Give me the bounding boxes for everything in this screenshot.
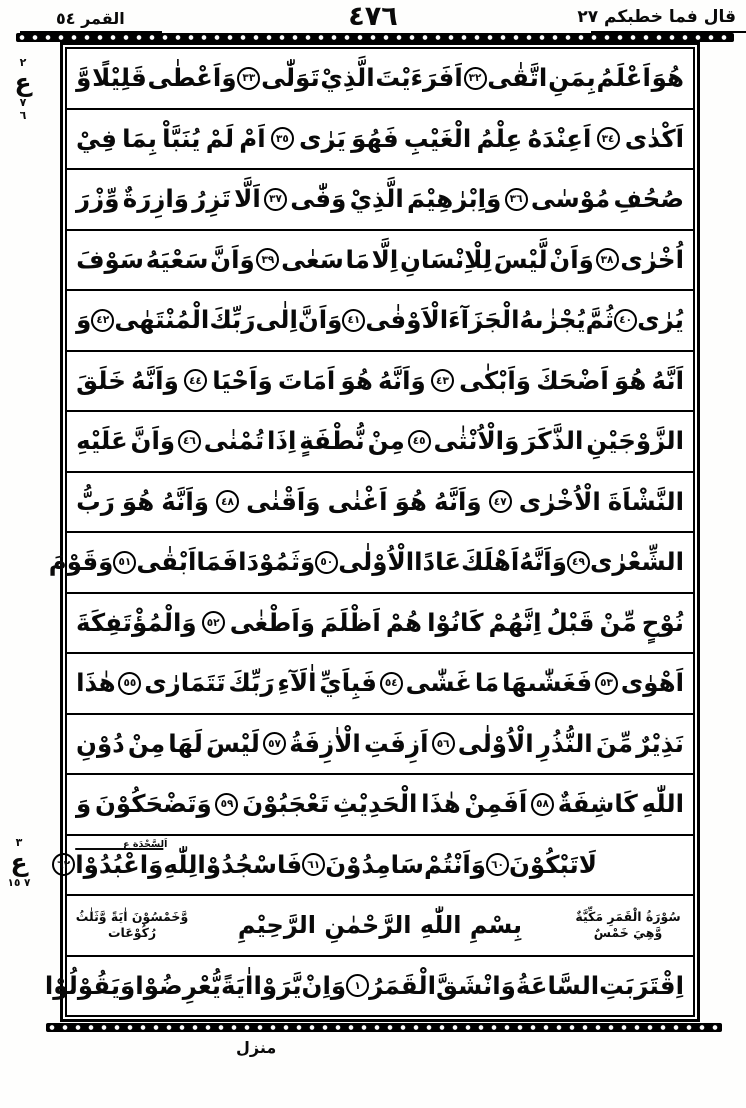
- word: اَمَاتَ: [277, 365, 336, 395]
- word: مَا: [474, 668, 500, 697]
- line-10: [67, 594, 693, 655]
- word: وَاعْبُدُوْا اَلسَّجْدَة ع: [75, 838, 168, 879]
- word: يُرٰى: [637, 305, 684, 334]
- word: اَضْحَكَ: [536, 365, 609, 395]
- surah-qamar-header: [67, 896, 693, 957]
- ayah-number: ٤٧: [489, 490, 512, 513]
- ruku-verse-count: ٧: [19, 96, 27, 109]
- word: اِنَّهُمْ: [488, 607, 542, 637]
- ruku-ain-icon: ع: [14, 68, 32, 97]
- ayah-number: ٥٢: [202, 611, 225, 634]
- ayah-number: ٦١: [302, 853, 325, 876]
- word: الْقَمَرُ: [369, 970, 436, 1000]
- word: وَقَوْمَ: [48, 547, 114, 576]
- word: سَعْيَهُ: [145, 244, 209, 274]
- word: اَفَمِنْ: [464, 789, 528, 818]
- word: وَ: [76, 305, 92, 334]
- word: مِنْ: [127, 728, 166, 758]
- word: يُجْزٰىهُ: [519, 305, 586, 334]
- ayah-number: ٥٧: [263, 732, 286, 755]
- word: يَرٰى: [299, 123, 346, 153]
- catchword: منزل: [236, 1038, 277, 1057]
- word: غَشّٰى: [405, 668, 473, 697]
- ayah-number: ٣٧: [264, 188, 287, 211]
- word: الْاُخْرٰى: [518, 486, 601, 516]
- word: اَبْقٰى: [136, 547, 197, 576]
- word: دُوْنِ: [76, 728, 125, 758]
- word: تَبْكُوْنَ: [509, 849, 579, 879]
- word: الْاَوْفٰى: [365, 305, 449, 334]
- word: فَهُوَ: [351, 123, 399, 153]
- word: ثُمَّ: [585, 305, 615, 334]
- word: تَوَلّٰى: [261, 63, 320, 92]
- word: وَاَنَّ: [297, 305, 343, 334]
- word: الَّذِيْ: [349, 184, 404, 213]
- word: وَالْمُؤْتَفِكَةَ: [76, 607, 197, 637]
- word: هٰذَا: [76, 668, 116, 697]
- word: وَاَنَّهُ: [433, 486, 482, 516]
- word: فَاسْجُدُوْا: [197, 849, 303, 879]
- word: رَبِّكَ: [228, 668, 275, 697]
- word: وَاَنَّ: [210, 244, 255, 274]
- ayah-number: ٣٢: [464, 67, 487, 90]
- word: الْغَيْبِ: [403, 123, 472, 153]
- word: وَانْشَقَّ: [436, 970, 516, 1000]
- word: تَزِرُ: [192, 184, 231, 213]
- word: اٰيَةً: [221, 970, 254, 1000]
- word: كَاشِفَةٌ: [557, 789, 638, 818]
- word: قَلِيْلًا: [92, 63, 147, 92]
- word: اِلٰى: [255, 305, 298, 334]
- text-rows: [44, 47, 695, 1017]
- ayah-number: ٥٣: [595, 672, 618, 695]
- word: وَيَقُوْلُوْا: [44, 970, 136, 1000]
- ayah-number: ٤٦: [178, 430, 201, 453]
- word: اَغْنٰى: [327, 486, 388, 516]
- word: تُمْنٰى: [203, 426, 265, 455]
- word: لَهَا: [168, 728, 203, 758]
- word: وَثَمُوْدَا: [238, 547, 316, 576]
- ayah-number: ٤٩: [567, 551, 590, 574]
- ruku-marker: [6, 56, 40, 122]
- sajdah-note: اَلسَّجْدَة ع: [123, 838, 168, 850]
- word: خَلَقَ: [76, 365, 126, 395]
- line-6: [67, 352, 693, 413]
- word: الَّذِيْ: [320, 63, 375, 92]
- word: يُنَبَّاْ: [162, 123, 201, 153]
- word: الْمُنْتَهٰى: [114, 305, 210, 334]
- word: وَاَنْ: [549, 244, 594, 274]
- word: الْاُوْلٰى: [457, 728, 534, 758]
- word: بِمَا: [122, 123, 157, 153]
- word: الْجَزَآءَ: [448, 305, 520, 334]
- word: لَا: [578, 849, 597, 879]
- word: لَمْ: [205, 123, 235, 153]
- line-12: [67, 715, 693, 776]
- word: سَامِدُوْنَ: [325, 849, 424, 879]
- word: الْاٰزِفَةُ: [289, 728, 361, 758]
- word: اُخْرٰى: [620, 244, 684, 274]
- word: تَعْجَبُوْنَ: [242, 789, 330, 818]
- word: اِذَا: [266, 426, 297, 455]
- word: تَتَمَارٰى: [144, 668, 226, 697]
- sajdah-ruku-number: ٣: [15, 836, 23, 849]
- word: وَ: [76, 789, 92, 818]
- surah-header-center: بِسْمِ اللّٰهِ الرَّحْمٰنِ الرَّحِيْمِ: [237, 911, 523, 940]
- word: لَيْسَ: [206, 728, 260, 758]
- word: اَهْلَكَ: [461, 547, 520, 576]
- word: اَزِفَتِ: [364, 728, 429, 758]
- word: مُوْسٰى: [530, 184, 611, 213]
- word: مِنْ: [367, 426, 405, 455]
- ayah-number: ٤٠: [614, 309, 637, 332]
- ayah-number: ٦٠: [486, 853, 509, 876]
- word: وِّزْرَ: [76, 184, 120, 213]
- ruku-number: ٢: [19, 56, 27, 69]
- surah-end-ruku-marker: [2, 836, 36, 889]
- word: صُحُفِ: [613, 184, 684, 213]
- word: وَاَقْنٰى: [246, 486, 321, 516]
- word: هُوَ: [613, 365, 647, 395]
- word: الْاُوْلٰى: [338, 547, 415, 576]
- ayah-number: ٤٤: [184, 369, 207, 392]
- ayah-number: ٣٣: [237, 67, 260, 90]
- word: سَعٰى: [281, 244, 344, 274]
- ayah-number: ٥٦: [432, 732, 455, 755]
- text-frame: [44, 42, 700, 1022]
- word: وَاَنْتُمْ: [423, 849, 487, 879]
- word: قَبْلُ: [546, 607, 595, 637]
- word: السَّاعَةُ: [515, 970, 600, 1000]
- word: هٰذَا: [421, 789, 461, 818]
- word: وَاِنْ: [301, 970, 347, 1000]
- word: اَعْلَمُ: [596, 63, 651, 92]
- word: اَعِنْدَهُ: [527, 123, 592, 153]
- word: مَا: [345, 244, 370, 274]
- ayah-number: ٥٥: [118, 672, 141, 695]
- word: الذَّكَرَ: [522, 426, 584, 455]
- ayah-number: ٣٤: [597, 127, 620, 150]
- word: وَفّٰى: [290, 184, 347, 213]
- word: وَاَحْيَا: [212, 365, 273, 395]
- word: فَغَشّٰىهَا: [502, 668, 593, 697]
- surah-header-left: وَّخَمْسُوْنَ اٰيَةً وَّثَلٰثُ رُكُوْعَات: [75, 909, 189, 941]
- ayah-number: ٤٢: [91, 309, 114, 332]
- ayah-number: ١: [346, 974, 369, 997]
- word: وَاَنَّهُ: [131, 365, 179, 395]
- word: وَّ: [76, 63, 92, 92]
- word: لِلْاِنْسَانِ: [399, 244, 493, 274]
- line-16: [44, 957, 693, 1016]
- word: اللّٰهِ: [641, 789, 684, 818]
- word: النَّشْاَةَ: [607, 486, 684, 516]
- word: يُّعْرِضُوْا: [135, 970, 221, 1000]
- word: عِلْمُ: [476, 123, 523, 153]
- line-5: [67, 291, 693, 352]
- word: يَّرَوْا: [253, 970, 302, 1000]
- word: نُوْحٍ: [641, 607, 684, 637]
- word: فَبِاَيِّ: [319, 668, 377, 697]
- word: اَهْوٰى: [620, 668, 684, 697]
- word: نُّطْفَةٍ: [299, 426, 365, 455]
- line-11: [67, 654, 693, 715]
- word: هُوَ: [121, 486, 155, 516]
- line-3: [67, 170, 693, 231]
- word: وَاَنَّهُ: [378, 365, 426, 395]
- ayah-number: ٣٦: [505, 188, 528, 211]
- word: بِمَنِ: [548, 63, 596, 92]
- sajdah-ruku-counts: ٧ ١٥: [7, 877, 31, 889]
- line-14: [57, 836, 693, 897]
- line-9: [48, 533, 693, 594]
- word: وَاَنَّهُ: [519, 547, 567, 576]
- line-1: [67, 49, 693, 110]
- word: مِّنَ: [595, 728, 634, 758]
- word: نَذِيْرٌ: [636, 728, 684, 758]
- ayah-number: ٥٨: [531, 793, 554, 816]
- word: فَمَا: [196, 547, 239, 576]
- word: اَنَّهُ: [651, 365, 684, 395]
- line-4: [67, 231, 693, 292]
- word: سَوْفَ: [76, 244, 144, 274]
- ayah-number: ٣٩: [256, 248, 279, 271]
- surah-label: القمر ٥٤: [56, 9, 125, 28]
- word: وَاَطْغٰى: [229, 607, 316, 637]
- ayah-number: ٣٨: [596, 248, 619, 271]
- word: لِلّٰهِ: [163, 849, 198, 879]
- word: اتَّقٰى: [487, 63, 548, 92]
- word: عَلَيْهِ: [76, 426, 128, 455]
- sajdah-ain-icon: ع: [10, 848, 28, 877]
- page-number: ٤٧٦: [348, 1, 398, 32]
- word: وَاَنَّ: [130, 426, 176, 455]
- word: اٰلَآءِ: [277, 668, 317, 697]
- word: اَفَرَءَيْتَ: [375, 63, 463, 92]
- word: وَتَضْحَكُوْنَ: [95, 789, 212, 818]
- ayah-number: ٤٨: [216, 490, 239, 513]
- ayah-number: ٦٢: [52, 853, 75, 876]
- word: وَالْاُنْثٰى: [433, 426, 520, 455]
- ayah-number: ٣٥: [271, 127, 294, 150]
- ayah-number: ٥٤: [380, 672, 403, 695]
- ayah-number: ٤١: [342, 309, 365, 332]
- word: وَاَعْطٰى: [147, 63, 237, 92]
- surah-header-right: سُوْرَةُ الْقَمَرِ مَكِّيَّةٌ وَّهِيَ خَمْسٌ: [575, 909, 681, 941]
- top-ornament-band: [16, 33, 734, 42]
- ayah-number: ٥٠: [315, 551, 338, 574]
- word: اِقْتَرَبَتِ: [599, 970, 684, 1000]
- word: الْحَدِيْثِ: [332, 789, 418, 818]
- line-7: [67, 412, 693, 473]
- word: هُوَ: [651, 63, 684, 92]
- word: اَمْ: [239, 123, 266, 153]
- ruku-juz-count: ٦: [19, 109, 27, 122]
- word: الزَّوْجَيْنِ: [586, 426, 684, 455]
- ayah-number: ٥٩: [215, 793, 238, 816]
- ayah-number: ٤٣: [431, 369, 454, 392]
- word: اَكْدٰى: [624, 123, 684, 153]
- word: اِلَّا: [371, 244, 399, 274]
- word: وَازِرَةٌ: [122, 184, 190, 213]
- word: الشِّعْرٰى: [589, 547, 684, 576]
- ayah-number: ٤٥: [408, 430, 431, 453]
- word: اَلَّا: [234, 184, 261, 213]
- line-2: [67, 110, 693, 171]
- word: اَظْلَمَ: [320, 607, 381, 637]
- word: هُوَ: [394, 486, 427, 516]
- word: هُوَ: [340, 365, 373, 395]
- word: النُّذُرِ: [536, 728, 593, 758]
- word: كَانُوْا: [427, 607, 484, 637]
- word: وَاِبْرٰهِيْمَ: [407, 184, 502, 213]
- word: عَادًا: [414, 547, 462, 576]
- word: وَاَنَّهُ: [161, 486, 209, 516]
- line-8: [67, 473, 693, 534]
- bottom-ornament-band: [46, 1023, 722, 1032]
- word: وَاَبْكٰى: [459, 365, 532, 395]
- word: رَبُّ: [76, 486, 115, 516]
- word: مِّنْ: [599, 607, 637, 637]
- word: رَبِّكَ: [209, 305, 256, 334]
- word: هُمْ: [385, 607, 423, 637]
- ayah-number: ٥١: [113, 551, 136, 574]
- word: فِيْ: [76, 123, 117, 153]
- word: لَّيْسَ: [493, 244, 548, 274]
- line-13: [67, 775, 693, 836]
- juz-label: قال فما خطبكم ٢٧: [577, 7, 736, 27]
